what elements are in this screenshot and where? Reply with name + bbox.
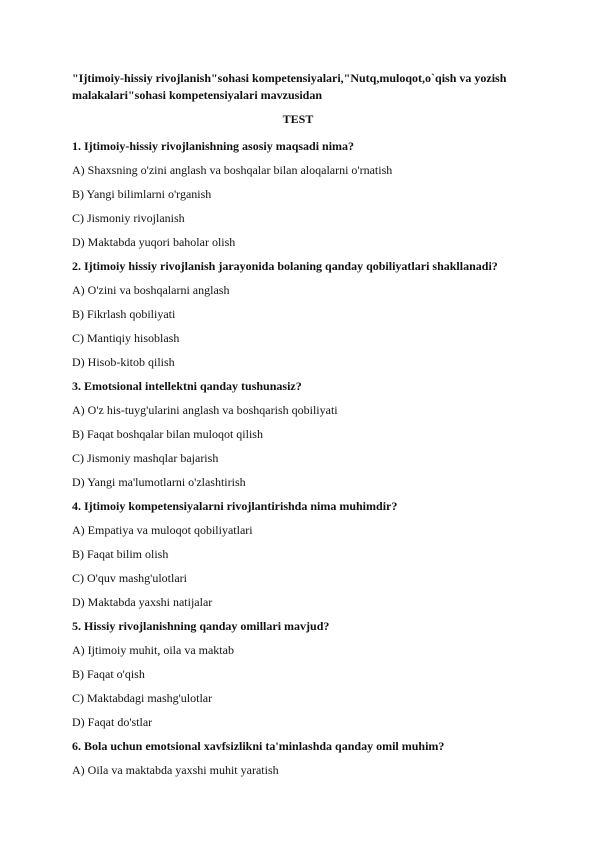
answer-option-b: B) Yangi bilimlarni o'rganish <box>72 187 212 201</box>
question-title: 5. Hissiy rivojlanishning qanday omillari mavjud? <box>72 619 330 633</box>
answer-option-a: A) O'zini va boshqalarni anglash <box>72 283 230 297</box>
question-4 <box>72 494 542 614</box>
answer-option-b: B) Faqat boshqalar bilan muloqot qilish <box>72 427 263 441</box>
answer-option-b: B) Faqat o'qish <box>72 667 145 681</box>
section-label: TEST <box>282 112 314 126</box>
answer-option-a: A) Ijtimoiy muhit, oila va maktab <box>72 643 234 657</box>
answer-option-b: B) Faqat bilim olish <box>72 547 169 561</box>
question-3 <box>72 374 542 494</box>
answer-option-d: D) Maktabda yuqori baholar olish <box>72 235 236 249</box>
answer-option-d: D) Yangi ma'lumotlarni o'zlashtirish <box>72 475 246 489</box>
question-title: 3. Emotsional intellektni qanday tushunasiz? <box>72 379 302 393</box>
question-title: 4. Ijtimoiy kompetensiyalarni rivojlantirishda nima muhimdir? <box>72 499 398 513</box>
answer-option-b: B) Fikrlash qobiliyati <box>72 307 176 321</box>
answer-option-c: C) Jismoniy mashqlar bajarish <box>72 451 219 465</box>
answer-option-c: C) Jismoniy rivojlanish <box>72 211 185 225</box>
answer-option-a: A) Oila va maktabda yaxshi muhit yaratish <box>72 763 279 777</box>
answer-option-c: C) Maktabdagi mashg'ulotlar <box>72 691 213 705</box>
question-2 <box>72 254 542 374</box>
question-title: 6. Bola uchun emotsional xavfsizlikni ta'minlashda qanday omil muhim? <box>72 739 445 753</box>
answer-option-d: D) Faqat do'stlar <box>72 715 153 729</box>
question-6 <box>72 734 542 782</box>
answer-option-a: A) Shaxsning o'zini anglash va boshqalar bilan aloqalarni o'rnatish <box>72 163 393 177</box>
question-1 <box>72 134 542 254</box>
question-title: 1. Ijtimoiy-hissiy rivojlanishning asosiy maqsadi nima? <box>72 139 355 153</box>
answer-option-c: C) O'quv mashg'ulotlari <box>72 571 187 585</box>
answer-option-a: A) Empatiya va muloqot qobiliyatlari <box>72 523 253 537</box>
answer-option-a: A) O'z his-tuyg'ularini anglash va boshqarish qobiliyati <box>72 403 338 417</box>
answer-option-c: C) Mantiqiy hisoblash <box>72 331 180 345</box>
question-5 <box>72 614 542 734</box>
document-title: "Ijtimoiy-hissiy rivojlanish"sohasi kompetensiyalari,"Nutq,muloqot,o`qish va yozish malakalari"sohasi kompetensiyalari mavzusidan <box>72 71 507 102</box>
question-title: 2. Ijtimoiy hissiy rivojlanish jarayonida bolaning qanday qobiliyatlari shakllanadi? <box>72 259 498 273</box>
answer-option-d: D) Maktabda yaxshi natijalar <box>72 595 213 609</box>
question-list <box>72 134 542 782</box>
answer-option-d: D) Hisob-kitob qilish <box>72 355 175 369</box>
